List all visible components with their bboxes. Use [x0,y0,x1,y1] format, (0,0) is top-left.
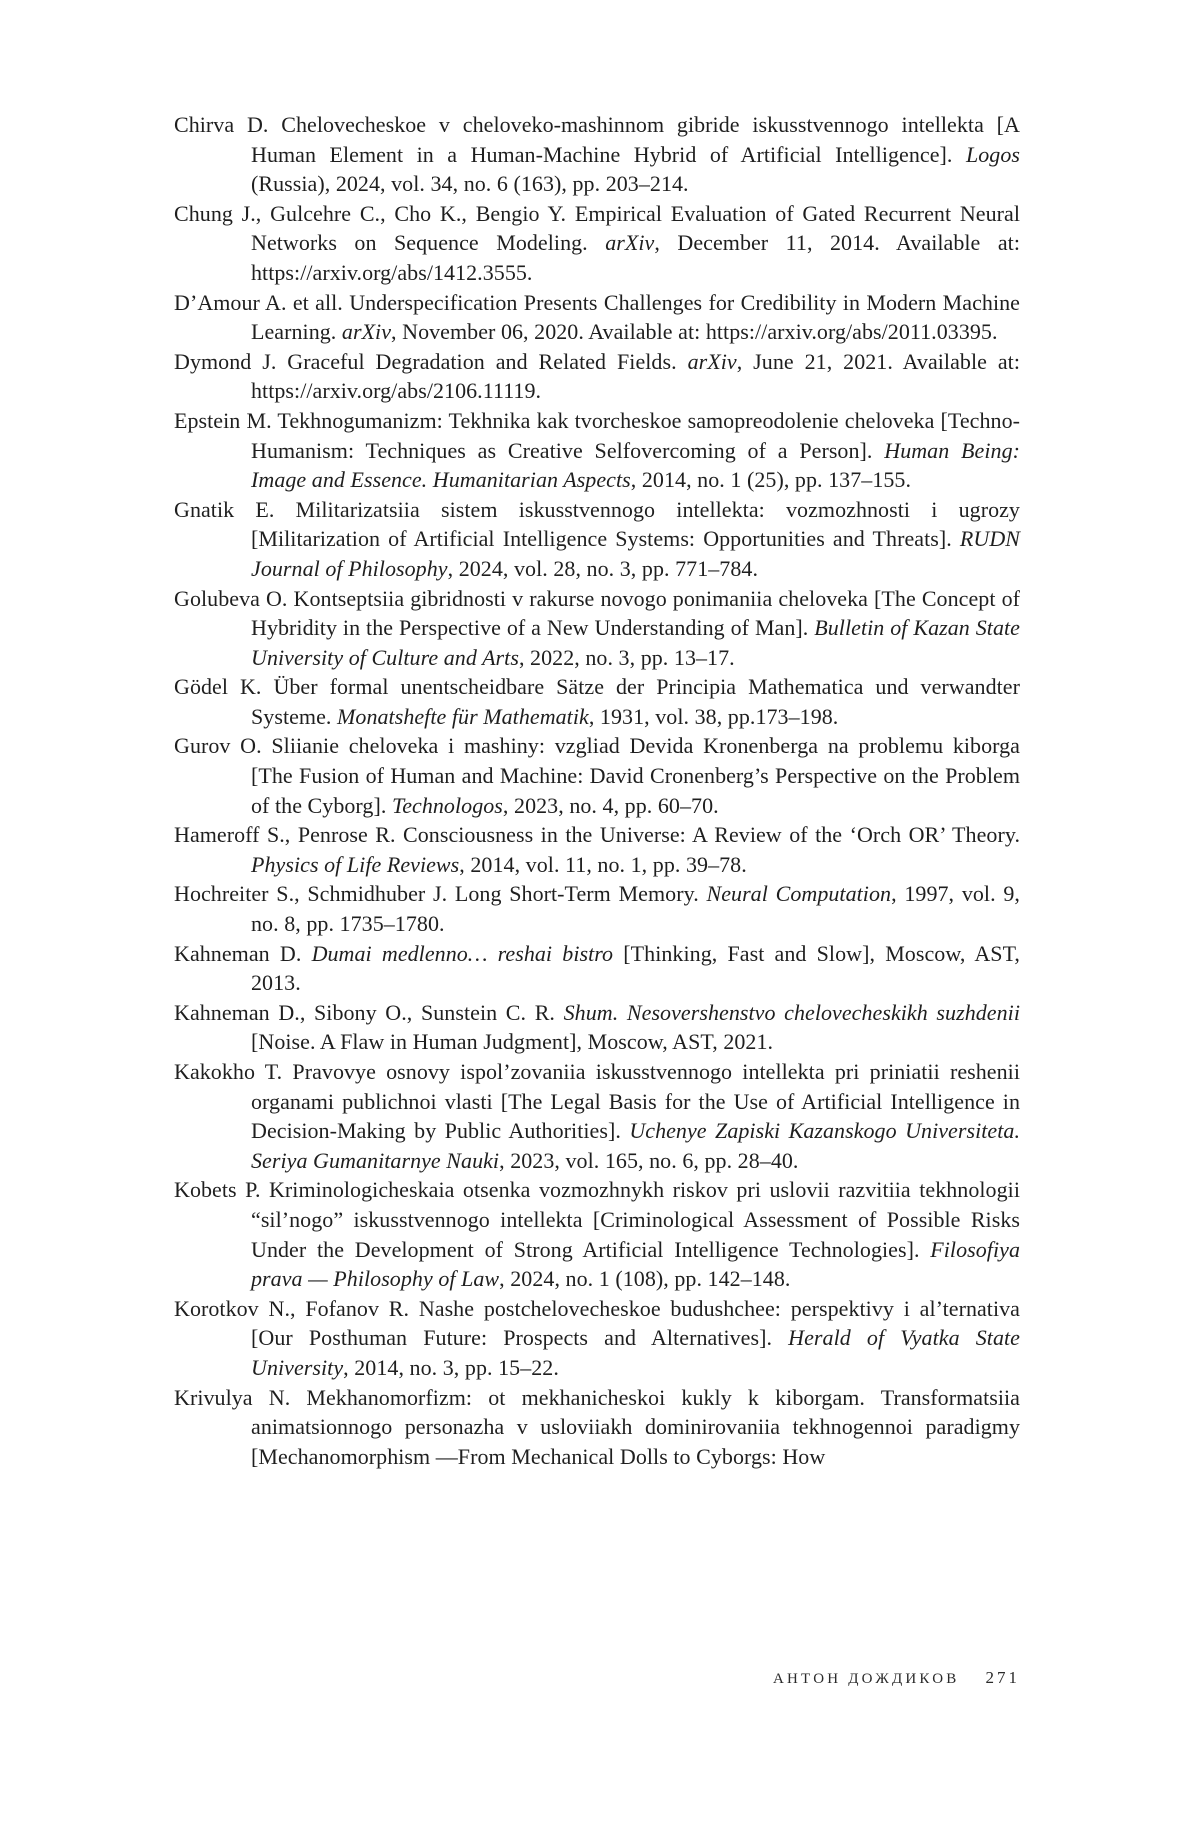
reference-text: Gurov O. Sliianie cheloveka i mashiny: vzgliad Devida Kronenberga na problemu kiborga [The Fusion of Human and Machine: David Cronenberg’s Perspective on the Problem of the Cyborg]. [174,733,1020,818]
reference-title-italic: Logos [965,141,1020,167]
reference-text: Kahneman D., Sibony O., Sunstein C. R. [174,999,564,1025]
reference-title-italic: Monatshefte für Mathematik [337,703,589,729]
reference-text: Hameroff S., Penrose R. Consciousness in the Universe: A Review of the ‘Orch OR’ Theory. [174,822,1020,848]
reference-entry [174,347,1020,406]
reference-text: , 2014, no. 3, pp. 15–22. [343,1354,559,1380]
reference-title-italic: Physics of Life Reviews [251,851,460,877]
footer-author: АНТОН ДОЖДИКОВ [772,1671,960,1687]
reference-title-italic: Uchenye Zapiski Kazanskogo Universiteta. Seriya Gumanitarnye Nauki [251,1118,1020,1173]
reference-entry [174,998,1020,1057]
reference-entry [174,1057,1020,1175]
reference-text: Epstein M. Tekhnogumanizm: Tekhnika kak tvorcheskoe samopreodolenie cheloveka [Techno-Humanism: Techniques as Creative Selfovercoming of a Person]. [174,407,1020,463]
reference-entry [174,199,1020,288]
reference-text: Kakokho T. Pravovye osnovy ispol’zovaniia iskusstvennogo intellekta pri priniatii reshenii organami publichnoi vlasti [The Legal Basis for the Use of Artificial Intelligence in Decision-Making by Public Authorities]. [174,1059,1020,1144]
reference-title-italic: Bulletin of Kazan State University of Culture and Arts [251,615,1020,670]
reference-text: Kobets P. Kriminologicheskaia otsenka vozmozhnykh riskov pri uslovii razvitiia tekhnologii “sil’nogo” iskusstvennogo intellekta [Criminological Assessment of Possible Risks Under the Development of Strong Artificial Intelligence Technologies]. [174,1177,1020,1262]
reference-text: Hochreiter S., Schmidhuber J. Long Short-Term Memory. [174,881,707,907]
reference-entry [174,110,1020,199]
reference-title-italic: Filosofiya prava — Philosophy of Law [251,1236,1020,1292]
reference-text: , 1997, vol. 9, no. 8, pp. 1735–1780. [251,881,1020,937]
reference-title-italic: arXiv [605,230,655,256]
reference-text: Gnatik E. Militarizatsiia sistem iskusstvennogo intellekta: vozmozhnosti i ugrozy [Militarization of Artificial Intelligence Systems: Opportunities and Threats]. [174,496,1020,552]
reference-text: , 2014, no. 1 (25), pp. 137–155. [630,467,912,493]
reference-title-italic: arXiv [341,319,392,345]
reference-text: Golubeva O. Kontseptsiia gibridnosti v rakurse novogo ponimaniia cheloveka [The Concept of Hybridity in the Perspective of a New Understanding of Man]. [174,585,1020,641]
reference-text: Kahneman D. [174,940,312,966]
reference-text: , December 11, 2014. Available at: https://arxiv.org/abs/1412.3555. [251,230,1021,285]
reference-title-italic: Dumai medlenno… reshai bistro [311,940,614,966]
reference-text: D’Amour A. et all. Underspecification Presents Challenges for Credibility in Modern Machine Learning. [174,289,1020,345]
reference-title-italic: Technologos [391,792,503,818]
reference-text: Chirva D. Chelovecheskoe v cheloveko-mashinnom gibride iskusstvennogo intellekta [A Human Element in a Human-Machine Hybrid of Artificial Intelligence]. [174,112,1020,167]
reference-text: , 2022, no. 3, pp. 13–17. [518,644,735,670]
reference-text: , 2023, vol. 165, no. 6, pp. 28–40. [499,1147,799,1173]
reference-title-italic: Neural Computation [706,881,892,907]
reference-entry [174,939,1020,998]
reference-text: , 2023, no. 4, pp. 60–70. [502,792,719,818]
reference-text: Krivulya N. Mekhanomorfizm: ot mekhanicheskoi kukly k kiborgam. Transformatsiia animatsionnogo personazha v usloviiakh dominirovaniia tekhnogennoi paradigmy [Mechanomorphism —From Mechanical Dolls to Cyborgs: How [174,1384,1020,1469]
reference-text: , 2024, vol. 28, no. 3, pp. 771–784. [447,555,759,581]
reference-entry [174,672,1020,731]
reference-text: (Russia), 2024, vol. 34, no. 6 (163), pp. 203–214. [251,171,689,197]
reference-entry [174,731,1020,820]
reference-text: , November 06, 2020. Available at: https://arxiv.org/abs/2011.03395. [391,319,998,345]
reference-title-italic: Herald of Vyatka State University [251,1325,1020,1380]
reference-text: Dymond J. Graceful Degradation and Related Fields. [174,348,688,374]
reference-title-italic: arXiv [687,348,737,374]
reference-entry [174,820,1020,879]
reference-text: , June 21, 2021. Available at: https://arxiv.org/abs/2106.11119. [251,348,1020,404]
reference-title-italic: RUDN Journal of Philosophy [251,526,1020,581]
reference-text: , 2024, no. 1 (108), pp. 142–148. [499,1266,791,1292]
reference-text: [Thinking, Fast and Slow], Moscow, AST, 2013. [251,940,1020,996]
reference-list [174,110,1020,1471]
reference-entry [174,1175,1020,1293]
reference-text: Gödel K. Über formal unentscheidbare Sätze der Principia Mathematica und verwandter Systeme. [174,674,1020,729]
page-number: 271 [985,1668,1020,1687]
reference-entry [174,879,1020,938]
reference-title-italic: Human Being: Image and Essence. Humanitarian Aspects [251,437,1020,493]
reference-entry [174,584,1020,673]
reference-text: Korotkov N., Fofanov R. Nashe postchelovecheskoe budushchee: perspektivy i al’ternativa [Our Posthuman Future: Prospects and Alternatives]. [174,1295,1020,1351]
reference-text: Chung J., Gulcehre C., Cho K., Bengio Y. Empirical Evaluation of Gated Recurrent Neural Networks on Sequence Modeling. [174,200,1020,256]
reference-text: , 1931, vol. 38, pp.173–198. [588,703,839,729]
reference-title-italic: Shum. Nesovershenstvo chelovecheskikh suzhdenii [563,999,1020,1025]
reference-entry [174,288,1020,347]
reference-text: , 2014, vol. 11, no. 1, pp. 39–78. [459,851,747,877]
reference-text: [Noise. A Flaw in Human Judgment], Moscow, AST, 2021. [251,1029,774,1055]
running-footer [773,1668,1020,1688]
reference-entry [174,1383,1020,1472]
reference-entry [174,406,1020,495]
reference-entry [174,1294,1020,1383]
reference-entry [174,495,1020,584]
